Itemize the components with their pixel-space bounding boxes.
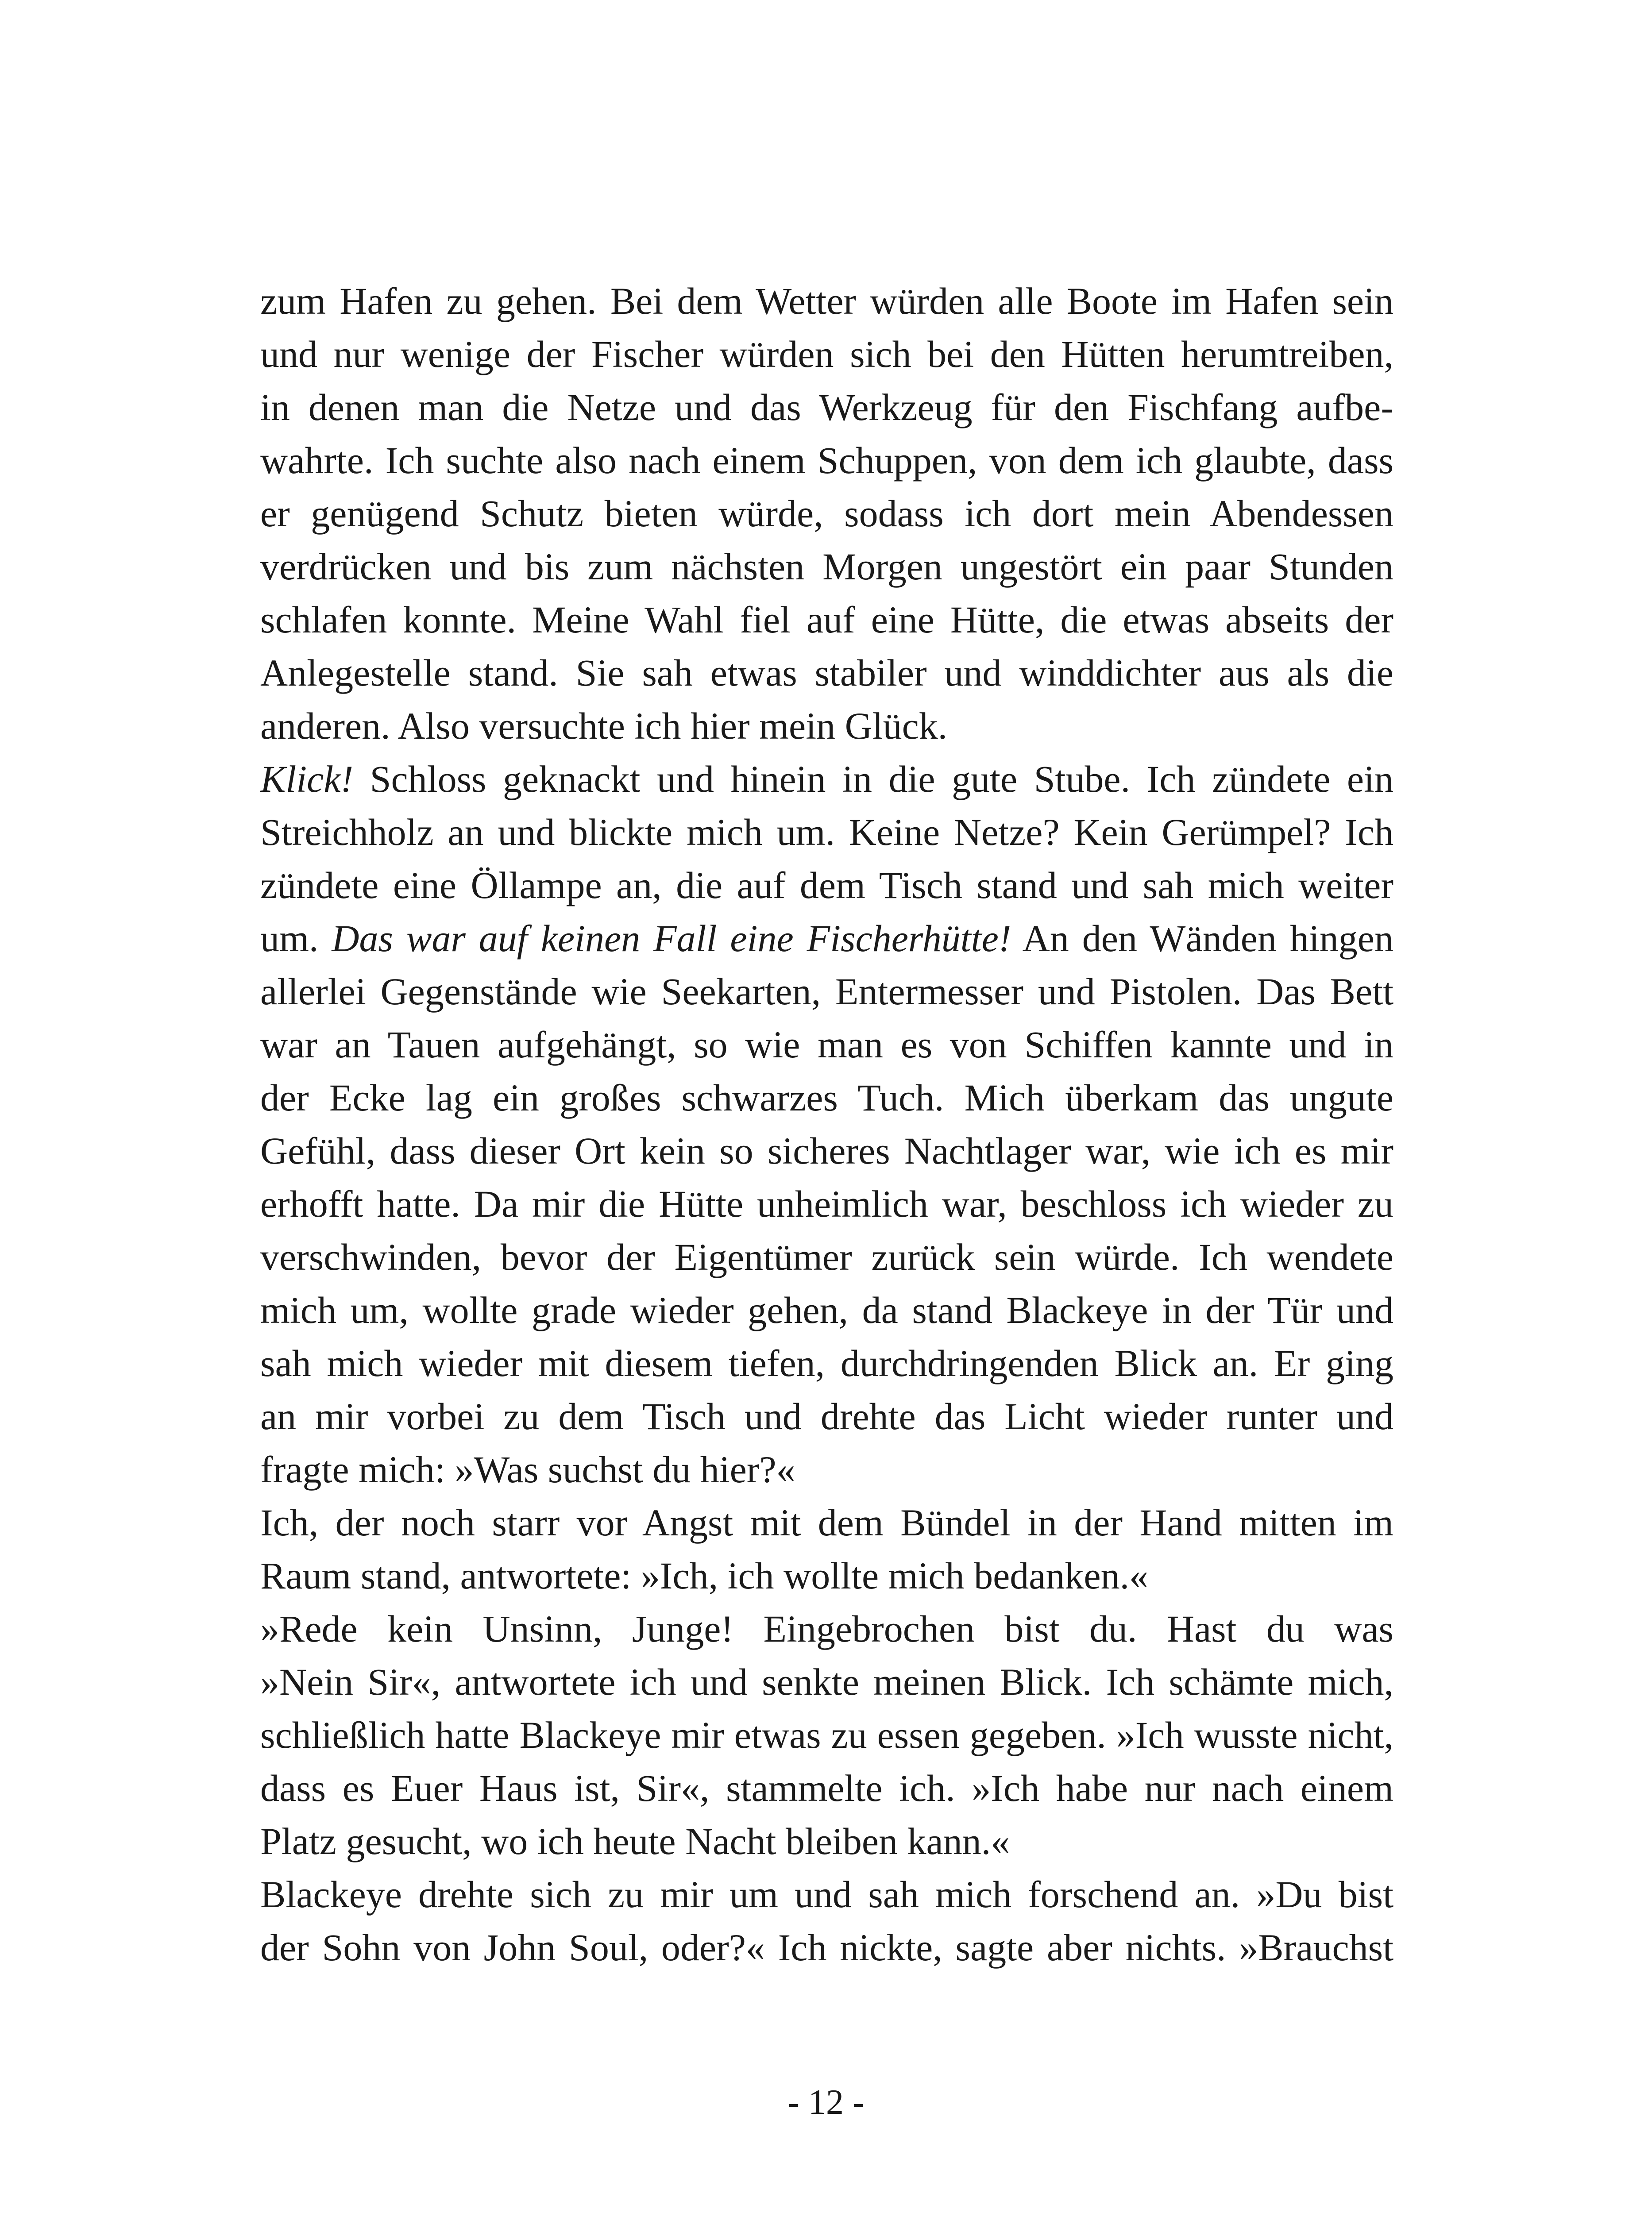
text-line [260,487,1393,540]
text-run: um. [260,917,332,960]
text-line [260,646,1393,699]
text-run: allerlei Gegenstände wie Seekarten, Entermesser und Pistolen. Das Bett [260,970,1393,1013]
text-line [260,1124,1393,1177]
text-line [260,752,1393,806]
text-line [260,434,1393,487]
text-run: Ich, der noch starr vor Angst mit dem Bündel in der Hand mitten im [260,1501,1393,1544]
text-line [260,1071,1393,1124]
text-line [260,1815,1393,1868]
text-line [260,965,1393,1018]
text-line [260,1018,1393,1071]
text-run: verdrücken und bis zum nächsten Morgen ungestört ein paar Stunden [260,545,1393,588]
text-line [260,593,1393,646]
text-run: war an Tauen aufgehängt, so wie man es von Schiffen kannte und in [260,1023,1393,1066]
text-run: mich um, wollte grade wieder gehen, da stand Blackeye in der Tür und [260,1289,1393,1331]
body-text [260,274,1393,1974]
text-run: An den Wänden hingen [1011,917,1393,960]
text-run: »Nein Sir«, antwortete ich und senkte meinen Blick. Ich schämte mich, [260,1661,1393,1703]
italic-text-run: Klick! [260,758,354,800]
text-run: in denen man die Netze und das Werkzeug für den Fischfang aufbe- [260,386,1393,428]
text-run: er genügend Schutz bieten würde, sodass ich dort mein Abendessen [260,492,1393,535]
text-line [260,1762,1393,1815]
text-run: »Rede kein Unsinn, Junge! Eingebrochen bist du. Hast du was [260,1608,1393,1650]
text-line [260,912,1393,965]
text-line [260,1443,1393,1496]
text-line [260,1602,1393,1655]
page-number: - 12 - [787,2083,865,2122]
text-run: dass es Euer Haus ist, Sir«, stammelte ich. »Ich habe nur nach einem [260,1767,1393,1809]
text-line [260,806,1393,859]
text-run: Gefühl, dass dieser Ort kein so sicheres Nachtlager war, wie ich es mir [260,1130,1393,1172]
text-line [260,381,1393,434]
text-line [260,1868,1393,1921]
text-run: Streichholz an und blickte mich um. Keine Netze? Kein Gerümpel? Ich [260,811,1393,853]
text-run: verschwinden, bevor der Eigentümer zurück sein würde. Ich wendete [260,1236,1393,1278]
text-run: der Sohn von John Soul, oder?« Ich nickte, sagte aber nichts. »Brauchst [260,1926,1393,1969]
text-run: und nur wenige der Fischer würden sich bei den Hütten herumtreiben, [260,333,1393,375]
text-line [260,1549,1393,1602]
text-run: sah mich wieder mit diesem tiefen, durchdringenden Blick an. Er ging [260,1342,1393,1384]
italic-text-run: Das war auf keinen Fall eine Fischerhütte! [332,917,1011,960]
text-line [260,1708,1393,1762]
text-line [260,1921,1393,1974]
text-line [260,1390,1393,1443]
text-run: Blackeye drehte sich zu mir um und sah mich forschend an. »Du bist [260,1873,1393,1916]
text-run: an mir vorbei zu dem Tisch und drehte das Licht wieder runter und [260,1395,1393,1438]
text-run: Platz gesucht, wo ich heute Nacht bleiben kann.« [260,1820,1010,1862]
text-line [260,699,1393,752]
text-line [260,859,1393,912]
text-run: Schloss geknackt und hinein in die gute Stube. Ich zündete ein [353,758,1393,800]
text-run: anderen. Also versuchte ich hier mein Glück. [260,705,948,747]
text-run: Raum stand, antwortete: »Ich, ich wollte mich bedanken.« [260,1554,1149,1597]
text-line [260,1177,1393,1230]
text-line [260,1230,1393,1284]
text-run: schließlich hatte Blackeye mir etwas zu essen gegeben. »Ich wusste nicht, [260,1714,1393,1756]
text-run: der Ecke lag ein großes schwarzes Tuch. Mich überkam das ungute [260,1076,1393,1119]
text-line [260,1655,1393,1708]
text-run: wahrte. Ich suchte also nach einem Schuppen, von dem ich glaubte, dass [260,439,1393,482]
text-line [260,274,1393,328]
text-line [260,540,1393,593]
text-run: zündete eine Öllampe an, die auf dem Tisch stand und sah mich weiter [260,864,1393,906]
text-run: schlafen konnte. Meine Wahl fiel auf eine Hütte, die etwas abseits der [260,598,1393,641]
text-line [260,328,1393,381]
text-run: fragte mich: »Was suchst du hier?« [260,1448,795,1491]
text-line [260,1337,1393,1390]
text-run: zum Hafen zu gehen. Bei dem Wetter würden alle Boote im Hafen sein [260,280,1393,322]
text-run: Anlegestelle stand. Sie sah etwas stabiler und winddichter aus als die [260,652,1393,694]
text-line [260,1496,1393,1549]
text-line [260,1284,1393,1337]
text-run: erhofft hatte. Da mir die Hütte unheimlich war, beschloss ich wieder zu [260,1183,1393,1225]
